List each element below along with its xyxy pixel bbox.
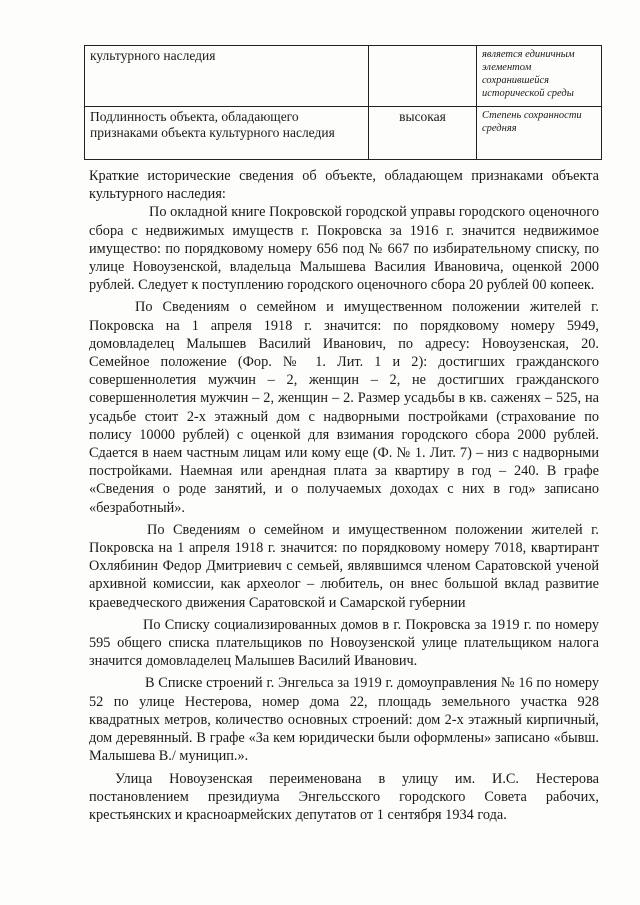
paragraph-street-rename: Улица Новоузенская переименована в улицу им. И.С. Нестерова постановлением президиума Энгельсского городского Совета рабочих, крестьянских и красноармейских депутатов от 1 сентября 1934 года. [89,770,599,823]
document-body [89,167,599,824]
intro-paragraph: Краткие исторические сведения об объекте, обладающем признаками объекта культурного наследия: [89,168,599,203]
paragraph-1919-socialized: По Списку социализированных домов в г. Покровска за 1919 г. по номеру 595 общего списка плательщиков по Новоузенской улице плательщиком налога значится домовладелец Малышев Василий Иванович. [89,616,599,670]
note-cell: Степень сохранности средняя [477,107,602,160]
note-cell: является единичным элементом сохранившейся исторической среды [477,46,602,107]
value-cell: высокая [369,107,477,160]
paragraph-1916-assessment: По окладной книге Покровской городской управы городского оценочного сбора с недвижимых имуществ г. Покровска за 1916 г. значится недвижимое имущество: по порядковому номеру 656 под № 667 по избирательному списку, по улице Новоузенской, владельца Малышева Василия Ивановича, оценкой 2000 рублей. Следует к поступлению городского оценочного сбора 20 рублей 00 копеек. [89,204,599,294]
paragraph-1918-tenant: По Сведениям о семейном и имущественном положении жителей г. Покровска на 1 апреля 1918 г. значится: по порядковому номеру 7018, квартирант Охлябинин Федор Дмитриевич с семьей, являвшимся членом Саратовской ученой архивной комиссии, как археолог – любитель, он внес большой вклад развитие краеведческого движения Саратовской и Самарской губернии [89,521,599,611]
criteria-table [84,45,602,160]
criterion-cell: культурного наследия [85,46,369,107]
paragraph-1919-buildings: В Списке строений г. Энгельса за 1919 г. домоуправления № 16 по номеру 52 по улице Нестерова, номер дома 22, площадь земельного участка 928 квадратных метров, количество основных строений: дом 2-х этажный кирпичный, дом деревянный. В графе «За кем юридически были оформлены» записано «бывш. Малышева В./ муницип.». [89,675,599,765]
value-cell [369,46,477,107]
table-row [85,107,602,160]
criterion-cell: Подлинность объекта, обладающего признаками объекта культурного наследия [85,107,369,160]
paragraph-1918-owner: По Сведениям о семейном и имущественном положении жителей г. Покровска на 1 апреля 1918 г. значится: по порядковому номеру 5949, домовладелец Малышев Василий Иванович, по адресу: Новоузенская, 20. Семейное положение (Фор. № 1. Лит. 1 и 2): достигших гражданского совершеннолетия мужчин – 2, женщин – 2, не достигших гражданского совершеннолетия мужчин – 2, женщин – 2. Размер усадьбы в кв. саженях – 525, на усадьбе стоит 2-х этажный дом с надворными постройками (страхование по полису 10000 рублей) с оценкой для взимания городского сбора 2000 рублей. Сдается в наем частным лицам или кому еще (Ф. № 1. Лит. 7) – низ с надворными постройками. Наемная или арендная плата за квартиру в год – 240. В графе «Сведения о роде занятий, и о получаемых доходах с них в год» записано «безработный». [89,299,599,516]
table-row [85,46,602,107]
